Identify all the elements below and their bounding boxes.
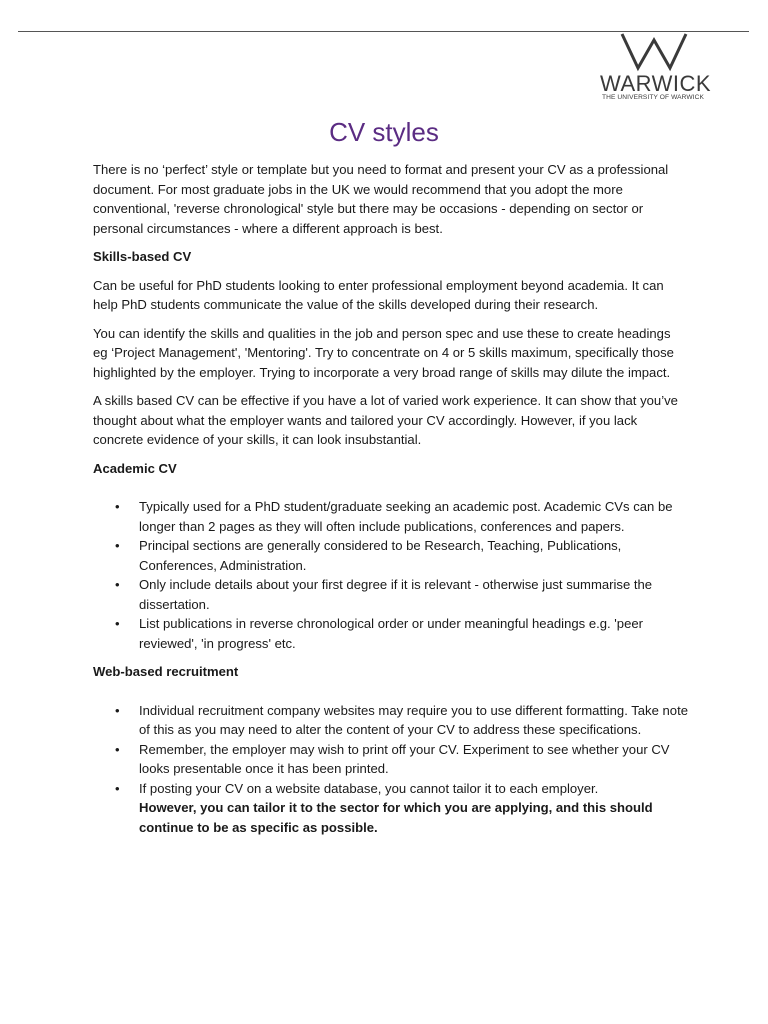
list-item: • Only include details about your first degree if it is relevant - otherwise just summarise the dissertation.: [139, 575, 688, 614]
warwick-logo: [596, 28, 718, 104]
list-item: • List publications in reverse chronological order or under meaningful headings e.g. 'peer reviewed', 'in progress' etc.: [139, 614, 688, 653]
list-item-text: If posting your CV on a website database, you cannot tailor it to each employer.: [139, 780, 599, 796]
logo-subtitle: THE UNIVERSITY OF WARWICK: [602, 94, 705, 101]
list-item: [139, 779, 688, 838]
web-bullet-list: [93, 701, 688, 838]
list-item: • Typically used for a PhD student/graduate seeking an academic post. Academic CVs can be longer than 2 pages as they will often include publications, conferences and papers.: [139, 497, 688, 536]
intro-paragraph: There is no ‘perfect’ style or template but you need to format and present your CV as a professional document. For most graduate jobs in the UK we would recommend that you adopt the more conventional, 'reverse chronological' style but there may be occasions - depending on sector or personal circumstances - where a different approach is best.: [93, 162, 669, 236]
warwick-logo-mark-icon: [620, 32, 690, 72]
academic-heading: Academic CV: [93, 460, 177, 476]
logo-wordmark: WARWICK: [600, 71, 712, 96]
skills-paragraph: You can identify the skills and qualities in the job and person spec and use these to create headings eg ‘Project Management', 'Mentoring'. Try to concentrate on 4 or 5 skills maximum, specifically those highlighted by the employer. Trying to incorporate a very broad range of skills may dilute the impact.: [93, 325, 674, 380]
spacer: [93, 691, 688, 701]
academic-bullet-list: [93, 497, 688, 653]
skills-paragraph: A skills based CV can be effective if you have a lot of varied work experience. It can show that you’ve thought about what the employer wants and tailored your CV accordingly. However, if you lack concrete evidence of your skills, it can look insubstantial.: [93, 393, 678, 447]
list-item: • Principal sections are generally considered to be Research, Teaching, Publications, Conferences, Administration.: [139, 536, 688, 575]
web-heading: Web-based recruitment: [93, 664, 239, 679]
document-body: [93, 160, 688, 846]
list-item-bold-text: However, you can tailor it to the sector for which you are applying, and this should continue to be as specific as possible.: [139, 800, 653, 835]
skills-paragraph: Can be useful for PhD students looking to enter professional employment beyond academia. It can help PhD students communicate the value of the skills developed during their research.: [93, 277, 664, 312]
page-title: CV styles: [329, 117, 439, 147]
spacer: [93, 487, 688, 497]
skills-heading: Skills-based CV: [93, 249, 192, 264]
list-item: • Remember, the employer may wish to print off your CV. Experiment to see whether your CV looks presentable once it has been printed.: [139, 740, 688, 779]
list-item: • Individual recruitment company websites may require you to use different formatting. Take note of this as you may need to alter the content of your CV to address these specifications.: [139, 701, 688, 740]
